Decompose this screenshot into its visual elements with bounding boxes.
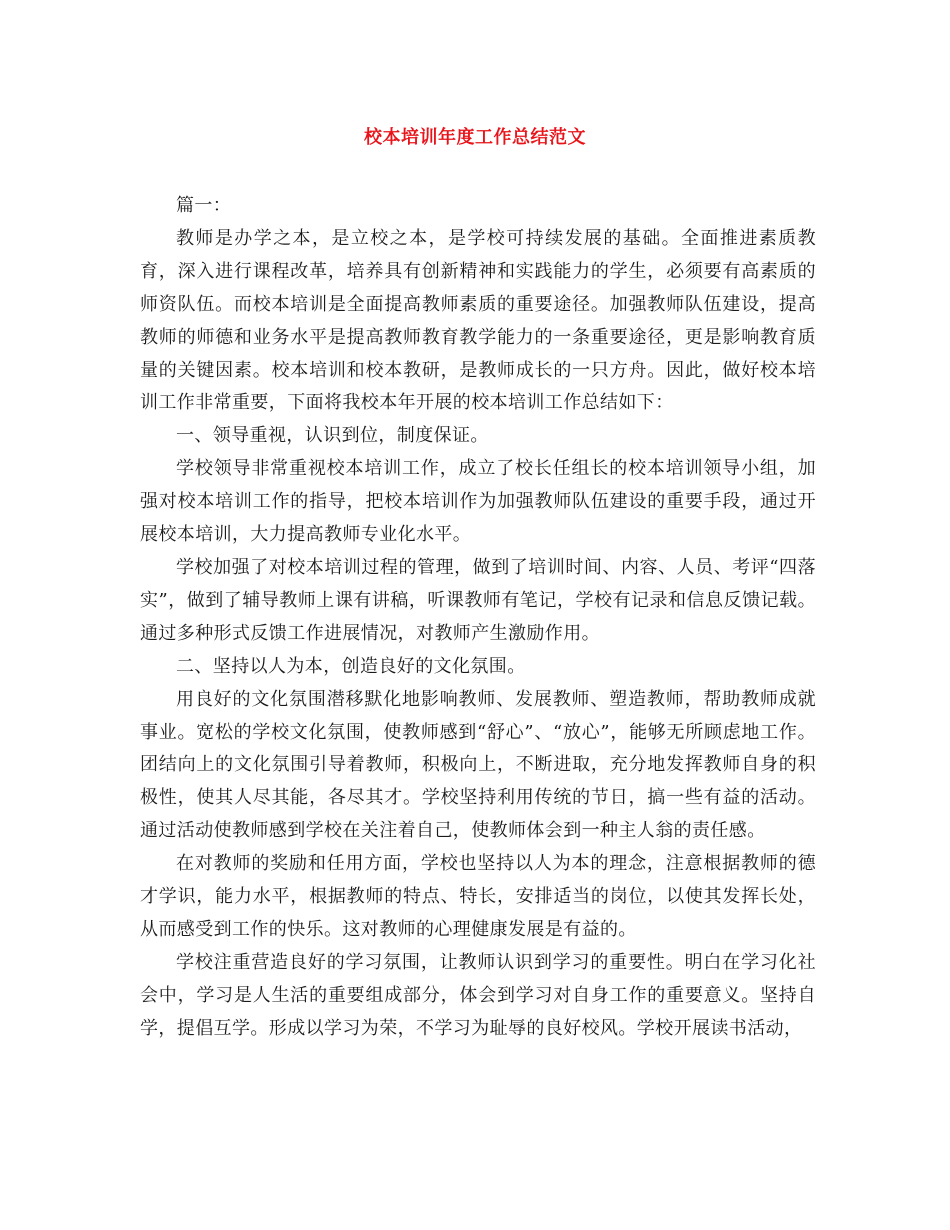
section-heading-leadership: 一、领导重视，认识到位，制度保证。 [176, 425, 489, 447]
paragraph-culture: 用良好的文化氛围潜移默化地影响教师、发展教师、塑造教师，帮助教师成就事业。宽松的学校文化氛围，使教师感到“舒心”、“放心”，能够无所顾虑地工作。团结向上的文化氛围引导着教师，积极向上，不断进取，充分地发挥教师自身的积极性，使其人尽其能，各尽其才。学校坚持利用传统的节日，搞一些有益的活动。通过活动使教师感到学校在关注着自己，使教师体会到一种主人翁的责任感。 [140, 688, 816, 842]
paragraph-management: 学校加强了对校本培训过程的管理，做到了培训时间、内容、人员、考评“四落实”，做到了辅导教师上课有讲稿，听课教师有笔记，学校有记录和信息反馈记载。通过多种形式反馈工作进展情况，对教师产生激励作用。 [140, 556, 816, 644]
paragraph-intro: 教师是办学之本，是立校之本，是学校可持续发展的基础。全面推进素质教育，深入进行课程改革，培养具有创新精神和实践能力的学生，必须要有高素质的师资队伍。而校本培训是全面提高教师素质的重要途径。加强教师队伍建设，提高教师的师德和业务水平是提高教师教育教学能力的一条重要途径，更是影响教育质量的关键因素。校本培训和校本教研，是教师成长的一只方舟。因此，做好校本培训工作非常重要，下面将我校本年开展的校本培训工作总结如下： [140, 227, 816, 414]
document-title: 校本培训年度工作总结范文 [364, 127, 586, 148]
section-heading-culture: 二、坚持以人为本，创造良好的文化氛围。 [176, 655, 526, 677]
paragraph-leadership: 学校领导非常重视校本培训工作，成立了校长任组长的校本培训领导小组，加强对校本培训工作的指导，把校本培训作为加强教师队伍建设的重要手段，通过开展校本培训，大力提高教师专业化水平。 [140, 458, 816, 546]
section-heading-part-one: 篇一： [176, 195, 232, 216]
paragraph-rewards: 在对教师的奖励和任用方面，学校也坚持以人为本的理念，注意根据教师的德才学识，能力水平，根据教师的特点、特长，安排适当的岗位，以使其发挥长处，从而感受到工作的快乐。这对教师的心理健康发展是有益的。 [140, 853, 816, 940]
paragraph-learning: 学校注重营造良好的学习氛围，让教师认识到学习的重要性。明白在学习化社会中，学习是人生活的重要组成部分，体会到学习对自身工作的重要意义。坚持自学，提倡互学。形成以学习为荣，不学习为耻辱的良好校风。学校开展读书活动， [140, 951, 816, 1039]
document-body [140, 190, 816, 1046]
